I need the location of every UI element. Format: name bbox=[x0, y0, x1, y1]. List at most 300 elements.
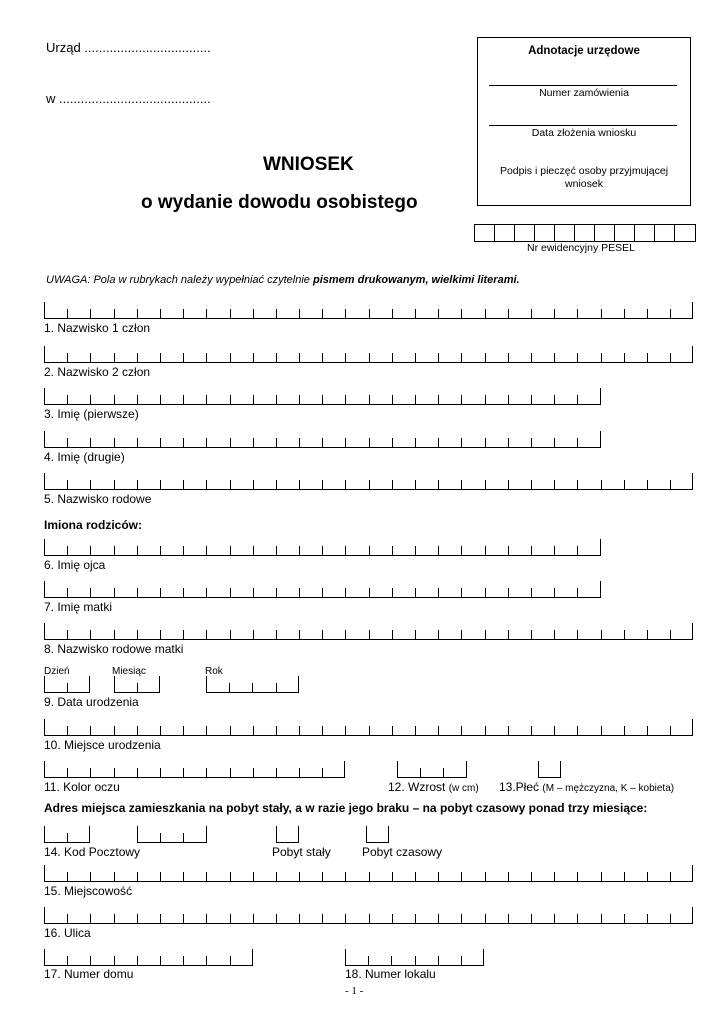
comb-cell[interactable] bbox=[415, 582, 438, 598]
comb-cell[interactable] bbox=[624, 347, 647, 363]
comb-cell[interactable] bbox=[206, 908, 229, 924]
comb-cell[interactable] bbox=[508, 540, 531, 556]
comb-cell[interactable] bbox=[392, 624, 415, 640]
comb-cell[interactable] bbox=[392, 540, 415, 556]
comb-cell[interactable] bbox=[624, 474, 647, 490]
comb-cell[interactable] bbox=[253, 762, 276, 778]
comb-cell[interactable] bbox=[577, 624, 600, 640]
comb-cell[interactable] bbox=[461, 540, 484, 556]
comb-cell[interactable] bbox=[276, 389, 299, 405]
sex-comb[interactable] bbox=[538, 762, 561, 778]
comb-cell[interactable] bbox=[461, 474, 484, 490]
comb-cell[interactable] bbox=[554, 908, 577, 924]
comb-cell[interactable] bbox=[44, 624, 67, 640]
comb-cell[interactable] bbox=[531, 866, 554, 882]
comb-cell[interactable] bbox=[137, 582, 160, 598]
comb-cell[interactable] bbox=[392, 474, 415, 490]
comb-cell[interactable] bbox=[670, 720, 693, 736]
comb-cell[interactable] bbox=[160, 866, 183, 882]
comb-cell[interactable] bbox=[114, 908, 137, 924]
comb-cell[interactable] bbox=[206, 762, 229, 778]
comb-cell[interactable] bbox=[67, 474, 90, 490]
surname1-comb[interactable] bbox=[44, 303, 693, 319]
comb-cell[interactable] bbox=[369, 540, 392, 556]
comb-cell[interactable] bbox=[485, 474, 508, 490]
comb-cell[interactable] bbox=[531, 582, 554, 598]
comb-cell[interactable] bbox=[230, 762, 253, 778]
comb-cell[interactable] bbox=[415, 347, 438, 363]
comb-cell[interactable] bbox=[137, 677, 160, 693]
first-name-comb[interactable] bbox=[44, 389, 601, 405]
comb-cell[interactable] bbox=[369, 432, 392, 448]
comb-cell[interactable] bbox=[577, 908, 600, 924]
comb-cell[interactable] bbox=[160, 474, 183, 490]
comb-cell[interactable] bbox=[137, 432, 160, 448]
comb-cell[interactable] bbox=[369, 624, 392, 640]
comb-cell[interactable] bbox=[183, 432, 206, 448]
comb-cell[interactable] bbox=[420, 762, 443, 778]
comb-cell[interactable] bbox=[485, 347, 508, 363]
comb-cell[interactable] bbox=[253, 582, 276, 598]
comb-cell[interactable] bbox=[345, 866, 368, 882]
comb-cell[interactable] bbox=[230, 389, 253, 405]
comb-cell[interactable] bbox=[415, 540, 438, 556]
comb-cell[interactable] bbox=[114, 677, 137, 693]
comb-cell[interactable] bbox=[485, 624, 508, 640]
comb-cell[interactable] bbox=[183, 908, 206, 924]
comb-cell[interactable] bbox=[415, 720, 438, 736]
comb-cell[interactable] bbox=[90, 762, 113, 778]
comb-cell[interactable] bbox=[392, 389, 415, 405]
comb-cell[interactable] bbox=[206, 624, 229, 640]
comb-cell[interactable] bbox=[160, 347, 183, 363]
comb-cell[interactable] bbox=[554, 540, 577, 556]
comb-cell[interactable] bbox=[392, 908, 415, 924]
comb-cell[interactable] bbox=[230, 582, 253, 598]
comb-cell[interactable] bbox=[322, 474, 345, 490]
comb-cell[interactable] bbox=[137, 950, 160, 966]
comb-cell[interactable] bbox=[415, 432, 438, 448]
comb-cell[interactable] bbox=[508, 474, 531, 490]
comb-cell[interactable] bbox=[647, 624, 670, 640]
mother-birth-surname-comb[interactable] bbox=[44, 624, 693, 640]
comb-cell[interactable] bbox=[67, 303, 90, 319]
comb-cell[interactable] bbox=[114, 720, 137, 736]
comb-cell[interactable] bbox=[183, 474, 206, 490]
comb-cell[interactable] bbox=[230, 624, 253, 640]
comb-cell[interactable] bbox=[369, 389, 392, 405]
comb-cell[interactable] bbox=[114, 762, 137, 778]
comb-cell[interactable] bbox=[183, 303, 206, 319]
comb-cell[interactable] bbox=[369, 347, 392, 363]
comb-cell[interactable] bbox=[299, 474, 322, 490]
comb-cell[interactable] bbox=[299, 720, 322, 736]
city-comb[interactable] bbox=[44, 866, 693, 882]
comb-cell[interactable] bbox=[461, 582, 484, 598]
comb-cell[interactable] bbox=[601, 866, 624, 882]
comb-cell[interactable] bbox=[485, 720, 508, 736]
comb-cell[interactable] bbox=[577, 720, 600, 736]
comb-cell[interactable] bbox=[137, 303, 160, 319]
postal-code-part1-comb[interactable] bbox=[44, 827, 90, 843]
comb-cell[interactable] bbox=[554, 474, 577, 490]
comb-cell[interactable] bbox=[531, 303, 554, 319]
comb-cell[interactable] bbox=[67, 866, 90, 882]
comb-cell[interactable] bbox=[438, 540, 461, 556]
comb-cell[interactable] bbox=[160, 624, 183, 640]
comb-cell[interactable] bbox=[461, 432, 484, 448]
comb-cell[interactable] bbox=[670, 624, 693, 640]
comb-cell[interactable] bbox=[67, 582, 90, 598]
comb-cell[interactable] bbox=[67, 827, 90, 843]
comb-cell[interactable] bbox=[230, 866, 253, 882]
comb-cell[interactable] bbox=[345, 582, 368, 598]
comb-cell[interactable] bbox=[114, 582, 137, 598]
comb-cell[interactable] bbox=[137, 908, 160, 924]
birth-day-comb[interactable] bbox=[44, 677, 90, 693]
comb-cell[interactable] bbox=[253, 389, 276, 405]
comb-cell[interactable] bbox=[276, 474, 299, 490]
comb-cell[interactable] bbox=[67, 624, 90, 640]
comb-cell[interactable] bbox=[114, 866, 137, 882]
comb-cell[interactable] bbox=[461, 624, 484, 640]
comb-cell[interactable] bbox=[114, 389, 137, 405]
comb-cell[interactable] bbox=[438, 908, 461, 924]
comb-cell[interactable] bbox=[531, 908, 554, 924]
comb-cell[interactable] bbox=[230, 347, 253, 363]
comb-cell[interactable] bbox=[137, 624, 160, 640]
comb-cell[interactable] bbox=[485, 866, 508, 882]
comb-cell[interactable] bbox=[44, 720, 67, 736]
comb-cell[interactable] bbox=[206, 582, 229, 598]
comb-cell[interactable] bbox=[299, 432, 322, 448]
street-comb[interactable] bbox=[44, 908, 693, 924]
comb-cell[interactable] bbox=[44, 827, 67, 843]
comb-cell[interactable] bbox=[577, 347, 600, 363]
comb-cell[interactable] bbox=[253, 908, 276, 924]
comb-cell[interactable] bbox=[229, 677, 252, 693]
comb-cell[interactable] bbox=[345, 432, 368, 448]
comb-cell[interactable] bbox=[438, 866, 461, 882]
comb-cell[interactable] bbox=[392, 432, 415, 448]
comb-cell[interactable] bbox=[322, 582, 345, 598]
comb-cell[interactable] bbox=[137, 474, 160, 490]
comb-cell[interactable] bbox=[206, 303, 229, 319]
comb-cell[interactable] bbox=[206, 389, 229, 405]
comb-cell[interactable] bbox=[114, 432, 137, 448]
comb-cell[interactable] bbox=[67, 908, 90, 924]
comb-cell[interactable] bbox=[253, 866, 276, 882]
comb-cell[interactable] bbox=[461, 908, 484, 924]
comb-cell[interactable] bbox=[114, 950, 137, 966]
comb-cell[interactable] bbox=[276, 677, 299, 693]
comb-cell[interactable] bbox=[299, 866, 322, 882]
comb-cell[interactable] bbox=[392, 866, 415, 882]
comb-cell[interactable] bbox=[114, 347, 137, 363]
pesel-digit-cell[interactable] bbox=[615, 225, 635, 241]
comb-cell[interactable] bbox=[438, 347, 461, 363]
order-number-line[interactable] bbox=[489, 85, 677, 86]
comb-cell[interactable] bbox=[276, 347, 299, 363]
comb-cell[interactable] bbox=[485, 582, 508, 598]
comb-cell[interactable] bbox=[531, 540, 554, 556]
comb-cell[interactable] bbox=[206, 474, 229, 490]
comb-cell[interactable] bbox=[438, 950, 461, 966]
comb-cell[interactable] bbox=[415, 389, 438, 405]
comb-cell[interactable] bbox=[183, 827, 206, 843]
comb-cell[interactable] bbox=[67, 950, 90, 966]
comb-cell[interactable] bbox=[44, 677, 67, 693]
comb-cell[interactable] bbox=[461, 389, 484, 405]
comb-cell[interactable] bbox=[508, 389, 531, 405]
comb-cell[interactable] bbox=[276, 866, 299, 882]
comb-cell[interactable] bbox=[67, 389, 90, 405]
comb-cell[interactable] bbox=[345, 347, 368, 363]
comb-cell[interactable] bbox=[415, 866, 438, 882]
comb-cell[interactable] bbox=[647, 347, 670, 363]
comb-cell[interactable] bbox=[577, 303, 600, 319]
comb-cell[interactable] bbox=[322, 347, 345, 363]
comb-cell[interactable] bbox=[508, 908, 531, 924]
comb-cell[interactable] bbox=[461, 347, 484, 363]
comb-cell[interactable] bbox=[369, 866, 392, 882]
comb-cell[interactable] bbox=[322, 624, 345, 640]
comb-cell[interactable] bbox=[670, 908, 693, 924]
comb-cell[interactable] bbox=[415, 950, 438, 966]
comb-cell[interactable] bbox=[485, 540, 508, 556]
comb-cell[interactable] bbox=[230, 540, 253, 556]
second-name-comb[interactable] bbox=[44, 432, 601, 448]
comb-cell[interactable] bbox=[114, 540, 137, 556]
comb-cell[interactable] bbox=[577, 432, 600, 448]
comb-cell[interactable] bbox=[601, 474, 624, 490]
comb-cell[interactable] bbox=[554, 347, 577, 363]
comb-cell[interactable] bbox=[461, 720, 484, 736]
comb-cell[interactable] bbox=[137, 720, 160, 736]
comb-cell[interactable] bbox=[438, 389, 461, 405]
comb-cell[interactable] bbox=[114, 303, 137, 319]
comb-cell[interactable] bbox=[438, 474, 461, 490]
comb-cell[interactable] bbox=[601, 720, 624, 736]
comb-cell[interactable] bbox=[276, 540, 299, 556]
pesel-digit-cell[interactable] bbox=[495, 225, 515, 241]
comb-cell[interactable] bbox=[160, 540, 183, 556]
comb-cell[interactable] bbox=[601, 347, 624, 363]
office-location-field[interactable]: w .......................................... bbox=[46, 91, 211, 106]
comb-cell[interactable] bbox=[392, 303, 415, 319]
comb-cell[interactable] bbox=[624, 624, 647, 640]
comb-cell[interactable] bbox=[160, 582, 183, 598]
comb-cell[interactable] bbox=[253, 720, 276, 736]
comb-cell[interactable] bbox=[392, 347, 415, 363]
apartment-number-comb[interactable] bbox=[345, 950, 484, 966]
comb-cell[interactable] bbox=[114, 624, 137, 640]
submission-date-line[interactable] bbox=[489, 125, 677, 126]
comb-cell[interactable] bbox=[252, 677, 275, 693]
comb-cell[interactable] bbox=[531, 347, 554, 363]
comb-cell[interactable] bbox=[369, 908, 392, 924]
comb-cell[interactable] bbox=[183, 720, 206, 736]
comb-cell[interactable] bbox=[183, 762, 206, 778]
comb-cell[interactable] bbox=[253, 303, 276, 319]
comb-cell[interactable] bbox=[369, 720, 392, 736]
comb-cell[interactable] bbox=[647, 303, 670, 319]
comb-cell[interactable] bbox=[508, 624, 531, 640]
pesel-digit-cell[interactable] bbox=[555, 225, 575, 241]
comb-cell[interactable] bbox=[508, 582, 531, 598]
comb-cell[interactable] bbox=[485, 432, 508, 448]
comb-cell[interactable] bbox=[276, 762, 299, 778]
comb-cell[interactable] bbox=[67, 762, 90, 778]
pesel-digit-cell[interactable] bbox=[475, 225, 495, 241]
comb-cell[interactable] bbox=[369, 582, 392, 598]
comb-cell[interactable] bbox=[345, 303, 368, 319]
comb-cell[interactable] bbox=[554, 720, 577, 736]
comb-cell[interactable] bbox=[299, 624, 322, 640]
comb-cell[interactable] bbox=[276, 624, 299, 640]
comb-cell[interactable] bbox=[137, 866, 160, 882]
comb-cell[interactable] bbox=[137, 827, 160, 843]
comb-cell[interactable] bbox=[67, 677, 90, 693]
comb-cell[interactable] bbox=[368, 950, 391, 966]
comb-cell[interactable] bbox=[44, 432, 67, 448]
mother-name-comb[interactable] bbox=[44, 582, 601, 598]
comb-cell[interactable] bbox=[206, 432, 229, 448]
comb-cell[interactable] bbox=[276, 303, 299, 319]
comb-cell[interactable] bbox=[299, 347, 322, 363]
comb-cell[interactable] bbox=[299, 540, 322, 556]
comb-cell[interactable] bbox=[90, 624, 113, 640]
comb-cell[interactable] bbox=[647, 474, 670, 490]
office-field[interactable]: Urząd ................................... bbox=[46, 40, 211, 55]
comb-cell[interactable] bbox=[322, 866, 345, 882]
comb-cell[interactable] bbox=[276, 827, 299, 843]
comb-cell[interactable] bbox=[44, 347, 67, 363]
comb-cell[interactable] bbox=[508, 303, 531, 319]
comb-cell[interactable] bbox=[230, 432, 253, 448]
comb-cell[interactable] bbox=[90, 347, 113, 363]
comb-cell[interactable] bbox=[44, 866, 67, 882]
eye-color-comb[interactable] bbox=[44, 762, 345, 778]
comb-cell[interactable] bbox=[90, 720, 113, 736]
comb-cell[interactable] bbox=[577, 582, 600, 598]
comb-cell[interactable] bbox=[206, 950, 229, 966]
comb-cell[interactable] bbox=[183, 624, 206, 640]
comb-cell[interactable] bbox=[322, 389, 345, 405]
comb-cell[interactable] bbox=[647, 866, 670, 882]
comb-cell[interactable] bbox=[577, 540, 600, 556]
comb-cell[interactable] bbox=[345, 624, 368, 640]
comb-cell[interactable] bbox=[508, 432, 531, 448]
pesel-digit-cell[interactable] bbox=[575, 225, 595, 241]
comb-cell[interactable] bbox=[253, 540, 276, 556]
comb-cell[interactable] bbox=[299, 762, 322, 778]
comb-cell[interactable] bbox=[183, 582, 206, 598]
comb-cell[interactable] bbox=[369, 303, 392, 319]
comb-cell[interactable] bbox=[647, 908, 670, 924]
comb-cell[interactable] bbox=[670, 474, 693, 490]
comb-cell[interactable] bbox=[531, 720, 554, 736]
comb-cell[interactable] bbox=[160, 720, 183, 736]
comb-cell[interactable] bbox=[461, 303, 484, 319]
comb-cell[interactable] bbox=[276, 720, 299, 736]
surname2-comb[interactable] bbox=[44, 347, 693, 363]
comb-cell[interactable] bbox=[554, 389, 577, 405]
comb-cell[interactable] bbox=[299, 303, 322, 319]
comb-cell[interactable] bbox=[206, 540, 229, 556]
comb-cell[interactable] bbox=[369, 474, 392, 490]
comb-cell[interactable] bbox=[554, 582, 577, 598]
comb-cell[interactable] bbox=[90, 389, 113, 405]
comb-cell[interactable] bbox=[508, 347, 531, 363]
comb-cell[interactable] bbox=[415, 474, 438, 490]
comb-cell[interactable] bbox=[253, 347, 276, 363]
comb-cell[interactable] bbox=[206, 347, 229, 363]
comb-cell[interactable] bbox=[670, 866, 693, 882]
comb-cell[interactable] bbox=[345, 540, 368, 556]
comb-cell[interactable] bbox=[160, 950, 183, 966]
comb-cell[interactable] bbox=[438, 720, 461, 736]
comb-cell[interactable] bbox=[44, 540, 67, 556]
comb-cell[interactable] bbox=[90, 950, 113, 966]
comb-cell[interactable] bbox=[554, 624, 577, 640]
comb-cell[interactable] bbox=[67, 347, 90, 363]
comb-cell[interactable] bbox=[183, 347, 206, 363]
comb-cell[interactable] bbox=[183, 950, 206, 966]
comb-cell[interactable] bbox=[345, 950, 368, 966]
comb-cell[interactable] bbox=[44, 389, 67, 405]
comb-cell[interactable] bbox=[137, 762, 160, 778]
comb-cell[interactable] bbox=[183, 389, 206, 405]
comb-cell[interactable] bbox=[345, 908, 368, 924]
pesel-digit-cell[interactable] bbox=[635, 225, 655, 241]
pesel-digit-cell[interactable] bbox=[515, 225, 535, 241]
birth-month-comb[interactable] bbox=[114, 677, 160, 693]
comb-cell[interactable] bbox=[160, 762, 183, 778]
comb-cell[interactable] bbox=[322, 540, 345, 556]
comb-cell[interactable] bbox=[601, 624, 624, 640]
comb-cell[interactable] bbox=[183, 540, 206, 556]
comb-cell[interactable] bbox=[392, 582, 415, 598]
comb-cell[interactable] bbox=[253, 624, 276, 640]
comb-cell[interactable] bbox=[531, 389, 554, 405]
pesel-digit-cell[interactable] bbox=[595, 225, 615, 241]
pesel-digit-cell[interactable] bbox=[675, 225, 695, 241]
comb-cell[interactable] bbox=[44, 762, 67, 778]
birth-year-comb[interactable] bbox=[206, 677, 299, 693]
comb-cell[interactable] bbox=[554, 303, 577, 319]
comb-cell[interactable] bbox=[438, 432, 461, 448]
comb-cell[interactable] bbox=[485, 908, 508, 924]
comb-cell[interactable] bbox=[160, 908, 183, 924]
comb-cell[interactable] bbox=[461, 950, 484, 966]
comb-cell[interactable] bbox=[44, 474, 67, 490]
comb-cell[interactable] bbox=[206, 677, 229, 693]
comb-cell[interactable] bbox=[391, 950, 414, 966]
comb-cell[interactable] bbox=[90, 908, 113, 924]
comb-cell[interactable] bbox=[137, 389, 160, 405]
comb-cell[interactable] bbox=[230, 950, 253, 966]
postal-code-part2-comb[interactable] bbox=[137, 827, 207, 843]
comb-cell[interactable] bbox=[253, 474, 276, 490]
comb-cell[interactable] bbox=[44, 303, 67, 319]
comb-cell[interactable] bbox=[230, 474, 253, 490]
comb-cell[interactable] bbox=[624, 908, 647, 924]
comb-cell[interactable] bbox=[90, 432, 113, 448]
comb-cell[interactable] bbox=[461, 866, 484, 882]
comb-cell[interactable] bbox=[183, 866, 206, 882]
comb-cell[interactable] bbox=[577, 866, 600, 882]
